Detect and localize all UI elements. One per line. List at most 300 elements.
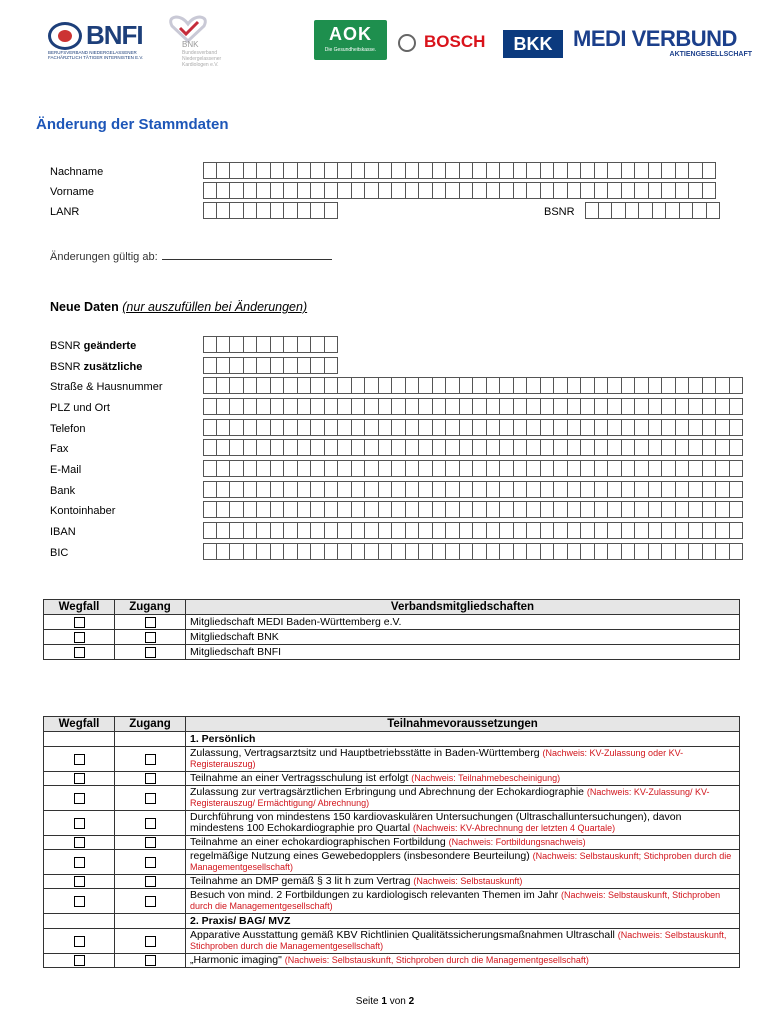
char-box[interactable] [311, 522, 325, 539]
char-box[interactable] [595, 522, 609, 539]
char-box[interactable] [217, 543, 231, 560]
email-field[interactable] [203, 460, 743, 477]
char-box[interactable] [365, 398, 379, 415]
char-box[interactable] [203, 543, 217, 560]
char-box[interactable] [257, 162, 271, 179]
char-box[interactable] [325, 439, 339, 456]
char-box[interactable] [419, 481, 433, 498]
char-box[interactable] [338, 182, 352, 199]
char-box[interactable] [514, 182, 528, 199]
char-box[interactable] [612, 202, 626, 219]
char-box[interactable] [730, 481, 744, 498]
char-box[interactable] [203, 357, 217, 374]
char-box[interactable] [568, 439, 582, 456]
wegfall-checkbox[interactable] [74, 955, 85, 966]
char-box[interactable] [608, 501, 622, 518]
char-box[interactable] [676, 419, 690, 436]
char-box[interactable] [500, 460, 514, 477]
char-box[interactable] [338, 162, 352, 179]
char-box[interactable] [473, 419, 487, 436]
char-box[interactable] [446, 439, 460, 456]
char-box[interactable] [406, 419, 420, 436]
char-box[interactable] [433, 481, 447, 498]
char-box[interactable] [203, 377, 217, 394]
char-box[interactable] [271, 543, 285, 560]
char-box[interactable] [284, 182, 298, 199]
char-box[interactable] [365, 501, 379, 518]
char-box[interactable] [703, 439, 717, 456]
bic-field[interactable] [203, 543, 743, 560]
char-box[interactable] [311, 162, 325, 179]
char-box[interactable] [541, 543, 555, 560]
char-box[interactable] [352, 522, 366, 539]
char-box[interactable] [365, 419, 379, 436]
char-box[interactable] [703, 398, 717, 415]
plz-field[interactable] [203, 398, 743, 415]
char-box[interactable] [487, 377, 501, 394]
char-box[interactable] [284, 439, 298, 456]
char-box[interactable] [217, 377, 231, 394]
char-box[interactable] [662, 377, 676, 394]
char-box[interactable] [689, 182, 703, 199]
char-box[interactable] [473, 460, 487, 477]
char-box[interactable] [419, 543, 433, 560]
char-box[interactable] [622, 162, 636, 179]
char-box[interactable] [527, 398, 541, 415]
char-box[interactable] [271, 336, 285, 353]
char-box[interactable] [325, 543, 339, 560]
char-box[interactable] [217, 336, 231, 353]
char-box[interactable] [284, 162, 298, 179]
char-box[interactable] [473, 481, 487, 498]
char-box[interactable] [406, 377, 420, 394]
char-box[interactable] [554, 481, 568, 498]
wegfall-checkbox[interactable] [74, 896, 85, 907]
char-box[interactable] [298, 182, 312, 199]
char-box[interactable] [244, 202, 258, 219]
char-box[interactable] [392, 481, 406, 498]
char-box[interactable] [595, 398, 609, 415]
char-box[interactable] [379, 522, 393, 539]
char-box[interactable] [298, 501, 312, 518]
char-box[interactable] [689, 162, 703, 179]
char-box[interactable] [703, 522, 717, 539]
char-box[interactable] [689, 481, 703, 498]
char-box[interactable] [379, 419, 393, 436]
char-box[interactable] [608, 377, 622, 394]
zugang-checkbox[interactable] [145, 896, 156, 907]
char-box[interactable] [446, 460, 460, 477]
char-box[interactable] [676, 398, 690, 415]
char-box[interactable] [352, 543, 366, 560]
char-box[interactable] [514, 460, 528, 477]
char-box[interactable] [446, 543, 460, 560]
char-box[interactable] [460, 419, 474, 436]
wegfall-checkbox[interactable] [74, 754, 85, 765]
char-box[interactable] [244, 377, 258, 394]
char-box[interactable] [487, 522, 501, 539]
char-box[interactable] [379, 398, 393, 415]
char-box[interactable] [649, 182, 663, 199]
char-box[interactable] [338, 439, 352, 456]
char-box[interactable] [730, 501, 744, 518]
char-box[interactable] [500, 182, 514, 199]
char-box[interactable] [608, 162, 622, 179]
zugang-checkbox[interactable] [145, 754, 156, 765]
char-box[interactable] [622, 182, 636, 199]
char-box[interactable] [487, 460, 501, 477]
char-box[interactable] [203, 460, 217, 477]
char-box[interactable] [716, 543, 730, 560]
wegfall-checkbox[interactable] [74, 876, 85, 887]
char-box[interactable] [257, 439, 271, 456]
char-box[interactable] [230, 377, 244, 394]
char-box[interactable] [514, 419, 528, 436]
char-box[interactable] [271, 202, 285, 219]
char-box[interactable] [487, 481, 501, 498]
char-box[interactable] [325, 419, 339, 436]
char-box[interactable] [257, 202, 271, 219]
char-box[interactable] [622, 501, 636, 518]
char-box[interactable] [568, 543, 582, 560]
char-box[interactable] [257, 501, 271, 518]
wegfall-checkbox[interactable] [74, 632, 85, 643]
char-box[interactable] [649, 543, 663, 560]
char-box[interactable] [595, 419, 609, 436]
char-box[interactable] [622, 439, 636, 456]
char-box[interactable] [554, 398, 568, 415]
char-box[interactable] [703, 162, 717, 179]
char-box[interactable] [653, 202, 667, 219]
char-box[interactable] [325, 182, 339, 199]
wegfall-checkbox[interactable] [74, 936, 85, 947]
char-box[interactable] [703, 543, 717, 560]
char-box[interactable] [649, 398, 663, 415]
char-box[interactable] [703, 377, 717, 394]
char-box[interactable] [554, 439, 568, 456]
char-box[interactable] [680, 202, 694, 219]
char-box[interactable] [217, 460, 231, 477]
char-box[interactable] [433, 439, 447, 456]
char-box[interactable] [487, 182, 501, 199]
char-box[interactable] [676, 522, 690, 539]
char-box[interactable] [716, 460, 730, 477]
char-box[interactable] [284, 377, 298, 394]
zugang-checkbox[interactable] [145, 647, 156, 658]
char-box[interactable] [392, 543, 406, 560]
char-box[interactable] [203, 398, 217, 415]
kontoinhaber-field[interactable] [203, 501, 743, 518]
char-box[interactable] [257, 481, 271, 498]
char-box[interactable] [352, 419, 366, 436]
char-box[interactable] [622, 543, 636, 560]
char-box[interactable] [338, 377, 352, 394]
char-box[interactable] [325, 357, 339, 374]
char-box[interactable] [446, 377, 460, 394]
char-box[interactable] [217, 182, 231, 199]
char-box[interactable] [635, 439, 649, 456]
char-box[interactable] [500, 419, 514, 436]
char-box[interactable] [487, 543, 501, 560]
char-box[interactable] [500, 543, 514, 560]
char-box[interactable] [284, 481, 298, 498]
char-box[interactable] [473, 543, 487, 560]
char-box[interactable] [325, 336, 339, 353]
char-box[interactable] [419, 419, 433, 436]
char-box[interactable] [689, 398, 703, 415]
char-box[interactable] [662, 398, 676, 415]
char-box[interactable] [203, 522, 217, 539]
char-box[interactable] [446, 501, 460, 518]
char-box[interactable] [703, 501, 717, 518]
char-box[interactable] [271, 522, 285, 539]
char-box[interactable] [419, 398, 433, 415]
char-box[interactable] [433, 419, 447, 436]
char-box[interactable] [662, 162, 676, 179]
char-box[interactable] [554, 460, 568, 477]
char-box[interactable] [635, 398, 649, 415]
wegfall-checkbox[interactable] [74, 793, 85, 804]
char-box[interactable] [230, 182, 244, 199]
char-box[interactable] [203, 419, 217, 436]
char-box[interactable] [473, 182, 487, 199]
char-box[interactable] [406, 481, 420, 498]
char-box[interactable] [622, 419, 636, 436]
char-box[interactable] [365, 439, 379, 456]
char-box[interactable] [716, 501, 730, 518]
char-box[interactable] [230, 522, 244, 539]
zugang-checkbox[interactable] [145, 837, 156, 848]
wegfall-checkbox[interactable] [74, 617, 85, 628]
char-box[interactable] [284, 522, 298, 539]
char-box[interactable] [433, 543, 447, 560]
char-box[interactable] [689, 377, 703, 394]
char-box[interactable] [500, 398, 514, 415]
char-box[interactable] [433, 377, 447, 394]
char-box[interactable] [311, 501, 325, 518]
char-box[interactable] [703, 182, 717, 199]
char-box[interactable] [716, 398, 730, 415]
char-box[interactable] [244, 182, 258, 199]
char-box[interactable] [338, 460, 352, 477]
char-box[interactable] [217, 481, 231, 498]
char-box[interactable] [446, 522, 460, 539]
char-box[interactable] [514, 543, 528, 560]
char-box[interactable] [365, 522, 379, 539]
char-box[interactable] [554, 543, 568, 560]
char-box[interactable] [298, 162, 312, 179]
char-box[interactable] [649, 522, 663, 539]
char-box[interactable] [419, 182, 433, 199]
char-box[interactable] [676, 182, 690, 199]
char-box[interactable] [419, 162, 433, 179]
char-box[interactable] [595, 377, 609, 394]
char-box[interactable] [230, 481, 244, 498]
char-box[interactable] [379, 543, 393, 560]
char-box[interactable] [716, 481, 730, 498]
wegfall-checkbox[interactable] [74, 773, 85, 784]
char-box[interactable] [595, 481, 609, 498]
char-box[interactable] [433, 501, 447, 518]
char-box[interactable] [460, 481, 474, 498]
char-box[interactable] [352, 398, 366, 415]
char-box[interactable] [392, 522, 406, 539]
zugang-checkbox[interactable] [145, 955, 156, 966]
char-box[interactable] [244, 419, 258, 436]
char-box[interactable] [541, 398, 555, 415]
char-box[interactable] [676, 439, 690, 456]
zugang-checkbox[interactable] [145, 857, 156, 868]
char-box[interactable] [568, 460, 582, 477]
char-box[interactable] [284, 398, 298, 415]
char-box[interactable] [244, 439, 258, 456]
char-box[interactable] [730, 543, 744, 560]
char-box[interactable] [311, 357, 325, 374]
char-box[interactable] [554, 419, 568, 436]
char-box[interactable] [608, 182, 622, 199]
char-box[interactable] [595, 162, 609, 179]
wegfall-checkbox[interactable] [74, 818, 85, 829]
char-box[interactable] [608, 398, 622, 415]
char-box[interactable] [203, 501, 217, 518]
char-box[interactable] [203, 336, 217, 353]
char-box[interactable] [271, 398, 285, 415]
char-box[interactable] [581, 501, 595, 518]
char-box[interactable] [257, 398, 271, 415]
char-box[interactable] [622, 377, 636, 394]
char-box[interactable] [298, 460, 312, 477]
char-box[interactable] [689, 460, 703, 477]
char-box[interactable] [338, 501, 352, 518]
fax-field[interactable] [203, 439, 743, 456]
char-box[interactable] [298, 419, 312, 436]
char-box[interactable] [406, 543, 420, 560]
char-box[interactable] [527, 419, 541, 436]
char-box[interactable] [325, 202, 339, 219]
char-box[interactable] [433, 460, 447, 477]
char-box[interactable] [554, 182, 568, 199]
strasse-field[interactable] [203, 377, 743, 394]
lanr-field[interactable] [203, 202, 338, 219]
char-box[interactable] [379, 439, 393, 456]
char-box[interactable] [392, 377, 406, 394]
char-box[interactable] [217, 162, 231, 179]
char-box[interactable] [446, 162, 460, 179]
char-box[interactable] [541, 419, 555, 436]
char-box[interactable] [514, 162, 528, 179]
char-box[interactable] [599, 202, 613, 219]
char-box[interactable] [626, 202, 640, 219]
char-box[interactable] [730, 377, 744, 394]
char-box[interactable] [527, 377, 541, 394]
char-box[interactable] [541, 460, 555, 477]
char-box[interactable] [284, 501, 298, 518]
zugang-checkbox[interactable] [145, 936, 156, 947]
char-box[interactable] [203, 202, 217, 219]
char-box[interactable] [284, 543, 298, 560]
char-box[interactable] [298, 481, 312, 498]
char-box[interactable] [730, 460, 744, 477]
char-box[interactable] [446, 481, 460, 498]
char-box[interactable] [392, 419, 406, 436]
char-box[interactable] [460, 182, 474, 199]
char-box[interactable] [460, 522, 474, 539]
char-box[interactable] [230, 398, 244, 415]
char-box[interactable] [365, 481, 379, 498]
char-box[interactable] [527, 481, 541, 498]
char-box[interactable] [217, 501, 231, 518]
char-box[interactable] [473, 162, 487, 179]
char-box[interactable] [271, 182, 285, 199]
char-box[interactable] [257, 182, 271, 199]
char-box[interactable] [689, 543, 703, 560]
char-box[interactable] [271, 481, 285, 498]
char-box[interactable] [352, 460, 366, 477]
char-box[interactable] [257, 357, 271, 374]
bank-field[interactable] [203, 481, 743, 498]
char-box[interactable] [446, 182, 460, 199]
char-box[interactable] [406, 182, 420, 199]
char-box[interactable] [514, 398, 528, 415]
char-box[interactable] [244, 543, 258, 560]
char-box[interactable] [581, 162, 595, 179]
char-box[interactable] [325, 398, 339, 415]
char-box[interactable] [244, 481, 258, 498]
char-box[interactable] [325, 481, 339, 498]
char-box[interactable] [527, 460, 541, 477]
char-box[interactable] [203, 439, 217, 456]
char-box[interactable] [487, 162, 501, 179]
char-box[interactable] [487, 501, 501, 518]
char-box[interactable] [568, 162, 582, 179]
char-box[interactable] [257, 460, 271, 477]
char-box[interactable] [649, 460, 663, 477]
char-box[interactable] [541, 522, 555, 539]
char-box[interactable] [392, 182, 406, 199]
char-box[interactable] [500, 162, 514, 179]
char-box[interactable] [244, 336, 258, 353]
char-box[interactable] [460, 398, 474, 415]
char-box[interactable] [446, 419, 460, 436]
char-box[interactable] [338, 419, 352, 436]
char-box[interactable] [676, 460, 690, 477]
char-box[interactable] [473, 522, 487, 539]
char-box[interactable] [608, 419, 622, 436]
char-box[interactable] [271, 419, 285, 436]
gueltig-date-line[interactable] [162, 250, 332, 260]
char-box[interactable] [649, 481, 663, 498]
char-box[interactable] [203, 481, 217, 498]
char-box[interactable] [527, 543, 541, 560]
char-box[interactable] [689, 501, 703, 518]
char-box[interactable] [581, 543, 595, 560]
char-box[interactable] [298, 336, 312, 353]
char-box[interactable] [311, 460, 325, 477]
char-box[interactable] [514, 522, 528, 539]
char-box[interactable] [568, 398, 582, 415]
char-box[interactable] [554, 522, 568, 539]
char-box[interactable] [244, 460, 258, 477]
char-box[interactable] [230, 336, 244, 353]
char-box[interactable] [298, 377, 312, 394]
char-box[interactable] [595, 460, 609, 477]
char-box[interactable] [581, 522, 595, 539]
char-box[interactable] [230, 501, 244, 518]
char-box[interactable] [541, 377, 555, 394]
char-box[interactable] [554, 501, 568, 518]
char-box[interactable] [716, 439, 730, 456]
char-box[interactable] [365, 543, 379, 560]
